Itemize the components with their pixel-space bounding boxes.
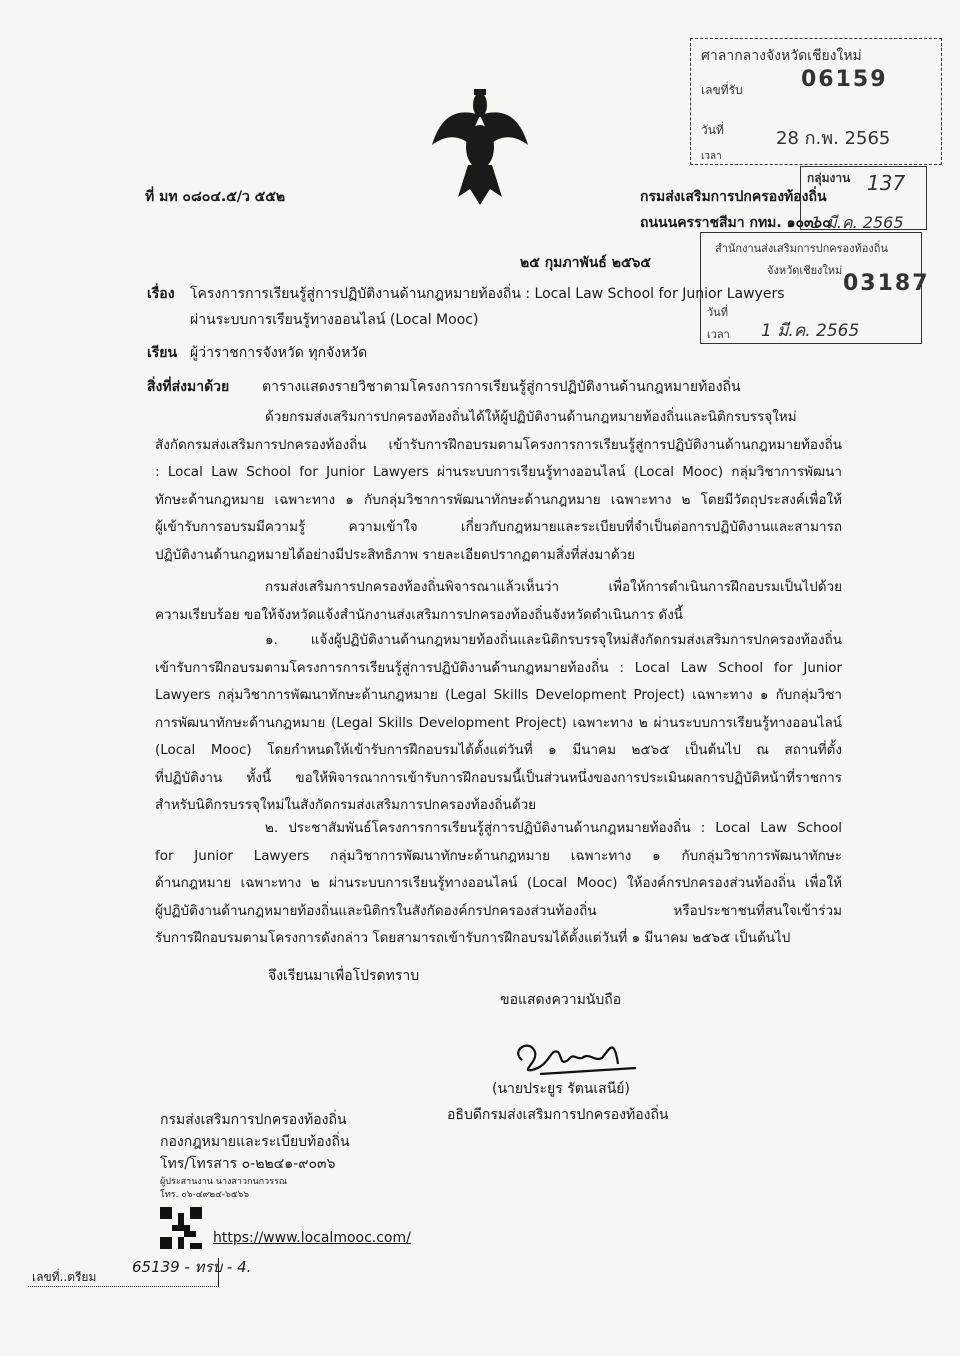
body-line: (Local Mooc) โดยกำหนดให้เข้ารับการฝึกอบรมได้ตั้งแต่วันที่ ๑ มีนาคม ๒๕๖๕ เป็นต้นไป ณ สถานที่ตั้ง [155, 742, 842, 758]
stamp-time-label: เวลา [707, 328, 730, 341]
stamp-date-label: วันที่ [707, 306, 728, 319]
body-line: ปฏิบัติงานด้านกฎหมายได้อย่างมีประสิทธิภาพ รายละเอียดปรากฏตามสิ่งที่ส่งมาด้วย [155, 546, 636, 563]
body-line: การพัฒนาทักษะด้านกฎหมาย (Legal Skills Development Project) เฉพาะทาง ๒ ผ่านระบบการเรียนรู้ทางออนไลน์ [155, 714, 842, 731]
body-line: for Junior Lawyers กลุ่มวิชาการพัฒนาทักษะด้านกฎหมาย เฉพาะทาง ๑ กับกลุ่มวิชาการพัฒนาทักษะ [155, 847, 842, 864]
sender-address: ถนนนครราชสีมา กทม. ๑๐๓๐๐ [640, 215, 831, 231]
reference-number: ที่ มท ๐๘๐๔.๕/ว ๕๕๒ [145, 189, 286, 205]
body-line: ผู้ปฏิบัติงานด้านกฎหมายท้องถิ่นและนิติกรในสังกัดองค์กรปกครองส่วนท้องถิ่น หรือประชาชนที่สนใจเข้าร่วม [155, 902, 842, 919]
garuda-emblem [430, 85, 530, 210]
sender-name: กรมส่งเสริมการปกครองท้องถิ่น [640, 189, 827, 205]
footer-phone: โทร/โทรสาร ๐-๒๒๔๑-๙๐๓๖ [160, 1156, 336, 1172]
filing-label: เลขที่..ตรียม [32, 1270, 97, 1284]
stamp-date: 1 มี.ค. 2565 [811, 213, 904, 232]
enclosure-label: สิ่งที่ส่งมาด้วย [147, 379, 230, 395]
signature-image [510, 1030, 640, 1078]
stamp-org: ศาลากลางจังหวัดเชียงใหม่ [701, 48, 862, 64]
footer-coordinator: ผู้ประสานงาน นางสาวกนกวรรณ [160, 1177, 288, 1187]
stamp-no: 03187 [843, 271, 930, 296]
stamp-recv-no: 06159 [801, 67, 888, 92]
recipient: ผู้ว่าราชการจังหวัด ทุกจังหวัด [190, 345, 368, 361]
footer-division: กองกฎหมายและระเบียบท้องถิ่น [160, 1134, 350, 1150]
body-line: : Local Law School for Junior Lawyers ผ่านระบบการเรียนรู้ทางออนไลน์ (Local Mooc) กลุ่มวิชาการพัฒนา [155, 464, 842, 480]
stamp-org: สำนักงานส่งเสริมการปกครองท้องถิ่น [715, 242, 888, 255]
signatory-title: อธิบดีกรมส่งเสริมการปกครองท้องถิ่น [447, 1107, 669, 1123]
qr-code-icon [160, 1207, 202, 1249]
footer-dept: กรมส่งเสริมการปกครองท้องถิ่น [160, 1112, 347, 1128]
recipient-label: เรียน [147, 345, 178, 361]
stamp-date: 1 มี.ค. 2565 [761, 321, 860, 341]
regards: ขอแสดงความนับถือ [500, 992, 622, 1008]
closing: จึงเรียนมาเพื่อโปรดทราบ [268, 968, 420, 984]
body-line: สังกัดกรมส่งเสริมการปกครองท้องถิ่น เข้ารับการฝึกอบรมตามโครงการการเรียนรู้สู่การปฏิบัติงานด้านกฎหมายท้องถิ่น [155, 436, 842, 453]
body-line: ทักษะด้านกฎหมาย เฉพาะทาง ๑ กับกลุ่มวิชาการพัฒนาทักษะด้านกฎหมาย เฉพาะทาง ๒ โดยมีวัตถุประสงค์เพื่อให้ [155, 491, 842, 508]
filing-value: 65139 - ทรบ - 4. [132, 1258, 252, 1276]
enclosure: ตารางแสดงรายวิชาตามโครงการการเรียนรู้สู่การปฏิบัติงานด้านกฎหมายท้องถิ่น [262, 379, 741, 395]
body-line: Lawyers กลุ่มวิชาการพัฒนาทักษะด้านกฎหมาย (Legal Skills Development Project) เฉพาะทาง ๑ กับกลุ่มวิชา [155, 687, 842, 703]
stamp-province: จังหวัดเชียงใหม่ [767, 264, 843, 277]
website-link[interactable]: https://www.localmooc.com/ [213, 1230, 411, 1246]
body-line: ที่ปฏิบัติงาน ทั้งนี้ ขอให้พิจารณาการเข้ารับการฝึกอบรมนี้เป็นส่วนหนึ่งของการประเมินผลการปฏิบัติหน้าที่ราชการ [155, 769, 842, 786]
body-line: ผู้เข้ารับการอบรมมีความรู้ ความเข้าใจ เกี่ยวกับกฎหมายและระเบียบที่จำเป็นต่อการปฏิบัติงานและสามารถ [155, 519, 842, 535]
body-line: สำหรับนิติกรบรรจุใหม่ในสังกัดกรมส่งเสริมการปกครองท้องถิ่นด้วย [155, 797, 537, 813]
subject-line2: ผ่านระบบการเรียนรู้ทางออนไลน์ (Local Mooc) [190, 312, 479, 328]
footer-coordinator-phone: โทร. ๐๖-๔๙๒๔-๖๕๖๖ [160, 1190, 250, 1200]
receipt-stamp-local-admin-office [700, 232, 930, 344]
subject-line1: โครงการการเรียนรู้สู่การปฏิบัติงานด้านกฎหมายท้องถิ่น : Local Law School for Junior Lawyers [190, 286, 785, 302]
body-line: รับการฝึกอบรมตามโครงการดังกล่าว โดยสามารถเข้ารับการฝึกอบรมได้ตั้งแต่วันที่ ๑ มีนาคม ๒๕๖๕ เป็นต้นไป [155, 930, 791, 946]
body-line: เข้ารับการฝึกอบรมตามโครงการการเรียนรู้สู่การปฏิบัติงานด้านกฎหมายท้องถิ่น : Local Law School for Junior [155, 659, 842, 676]
stamp-recv-label: เลขที่รับ [701, 83, 743, 97]
body-line: ๒. ประชาสัมพันธ์โครงการการเรียนรู้สู่การปฏิบัติงานด้านกฎหมายท้องถิ่น : Local Law School [265, 820, 842, 836]
signatory-name: (นายประยูร รัตนเสนีย์) [492, 1081, 630, 1097]
body-line: กรมส่งเสริมการปกครองท้องถิ่นพิจารณาแล้วเห็นว่า เพื่อให้การดำเนินการฝึกอบรมเป็นไปด้วย [265, 579, 842, 595]
stamp-date: 28 ก.พ. 2565 [776, 128, 891, 149]
stamp-time-label: เวลา [701, 151, 722, 162]
body-line: ด้านกฎหมาย เฉพาะทาง ๒ ผ่านระบบการเรียนรู้ทางออนไลน์ (Local Mooc) ให้องค์กรปกครองส่วนท้องถิ่น เพื่อให้ [155, 875, 842, 891]
receipt-stamp-section [800, 166, 927, 230]
body-line: ๑. แจ้งผู้ปฏิบัติงานด้านกฎหมายท้องถิ่นและนิติกรบรรจุใหม่สังกัดกรมส่งเสริมการปกครองท้องถิ่น [265, 632, 842, 648]
letter-date: ๒๕ กุมภาพันธ์ ๒๕๖๕ [520, 255, 652, 271]
stamp-org: กลุ่มงาน [807, 171, 851, 185]
stamp-date-label: วันที่ [701, 123, 724, 137]
receipt-stamp-provincial-hall [690, 38, 942, 165]
body-line: ด้วยกรมส่งเสริมการปกครองท้องถิ่นได้ให้ผู้ปฏิบัติงานด้านกฎหมายท้องถิ่นและนิติกรบรรจุใหม่ [265, 409, 797, 425]
stamp-no: 137 [867, 171, 906, 195]
body-line: ความเรียบร้อย ขอให้จังหวัดแจ้งสำนักงานส่งเสริมการปกครองท้องถิ่นจังหวัดดำเนินการ ดังนี้ [155, 606, 684, 623]
subject-label: เรื่อง [147, 286, 175, 302]
